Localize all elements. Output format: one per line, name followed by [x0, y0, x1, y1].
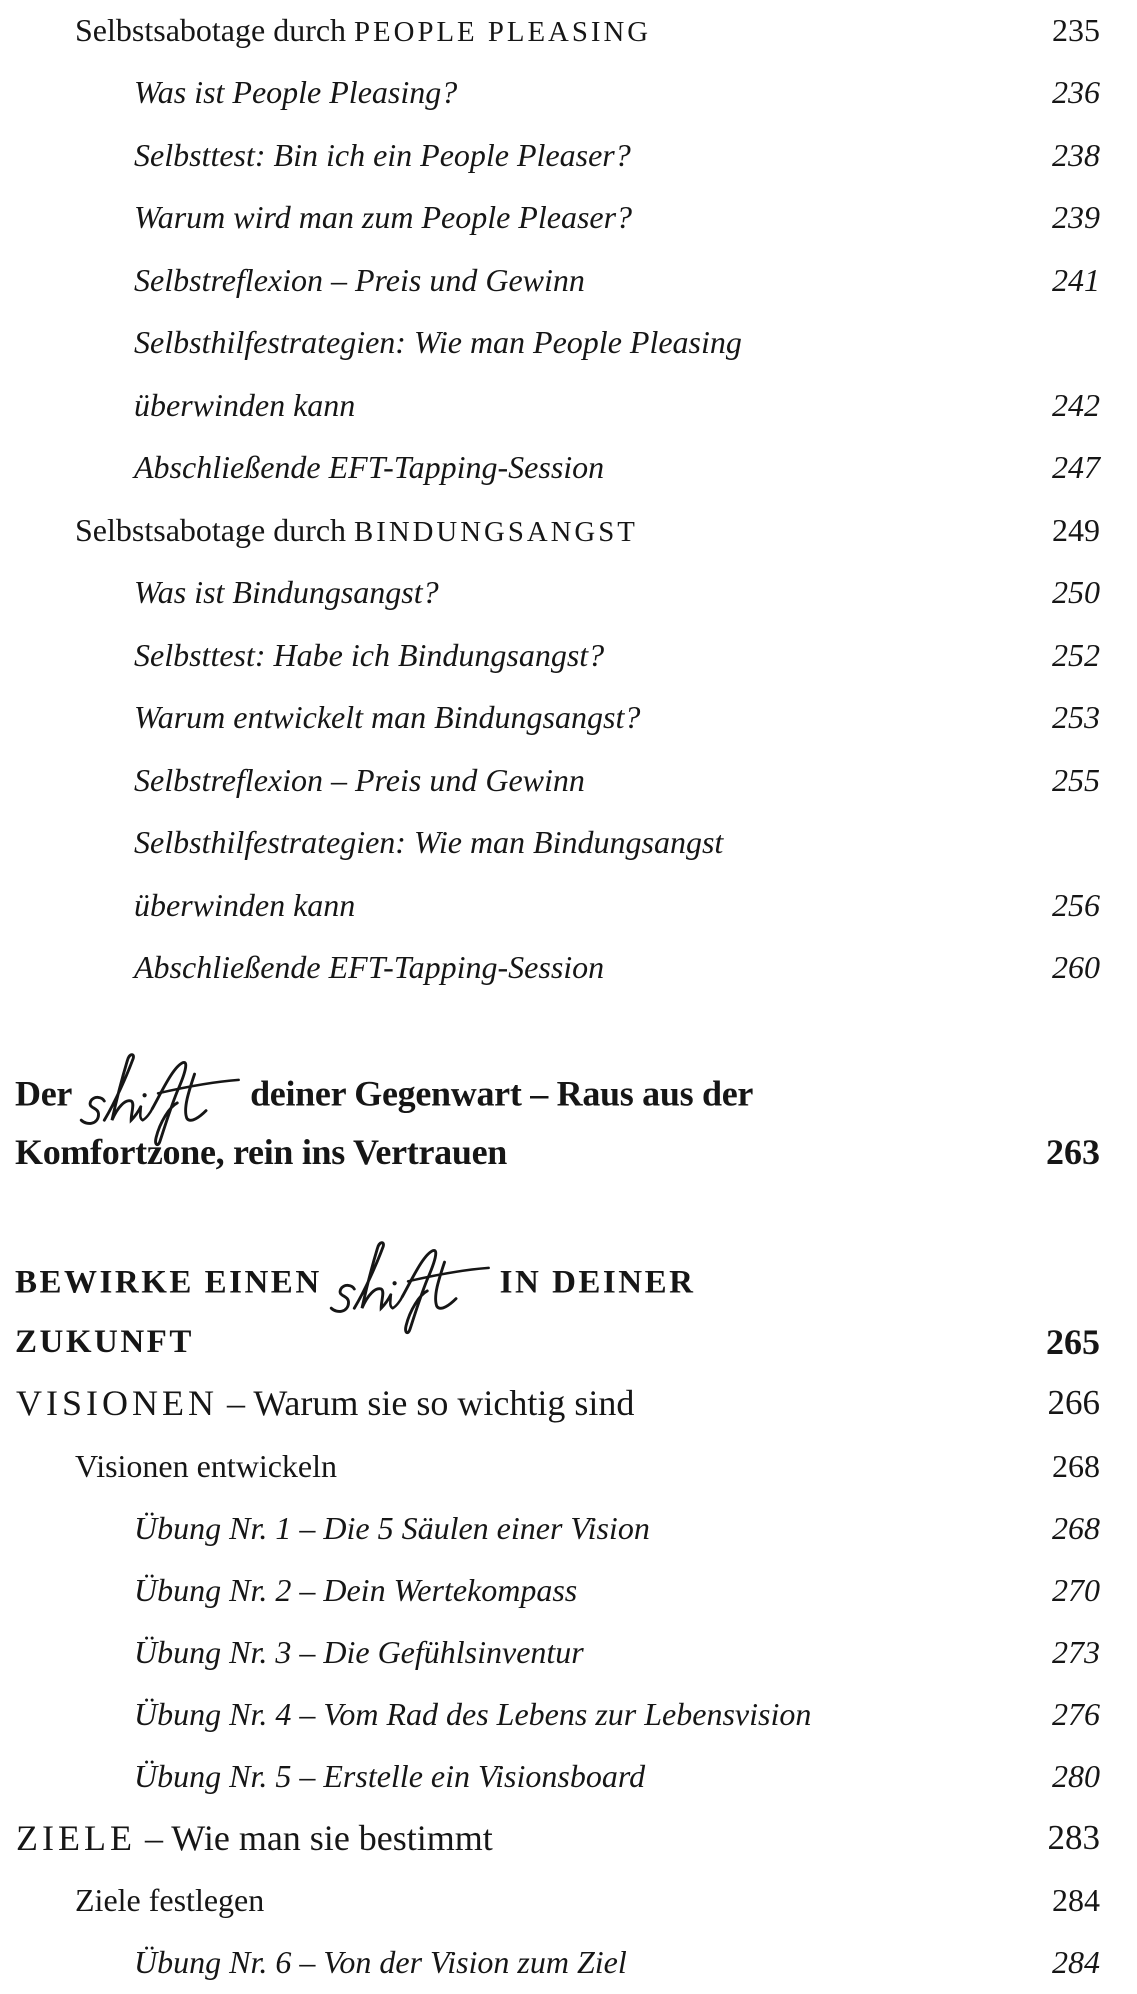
- toc-entry-title: Selbsttest: Habe ich Bindungsangst?: [134, 637, 605, 673]
- toc-entry-subsection[interactable]: [0, 442, 1100, 492]
- toc-entry-title: überwinden kann: [134, 887, 356, 923]
- toc-entry-title: Warum wird man zum People Pleaser?: [134, 199, 633, 235]
- small-caps-term: ZIELE: [16, 1818, 136, 1858]
- toc-page-number: 273: [1052, 1634, 1100, 1670]
- toc-entry-exercise[interactable]: [0, 1565, 1100, 1615]
- toc-entry-subsection[interactable]: [0, 317, 1100, 367]
- toc-page-number: 270: [1052, 1572, 1100, 1608]
- toc-entry-subsection[interactable]: [0, 817, 1100, 867]
- small-caps-term: BINDUNGSANGST: [354, 516, 638, 548]
- small-caps-term: VISIONEN: [16, 1383, 218, 1423]
- part-heading-line-1[interactable]: [0, 1255, 1100, 1305]
- toc-entry-exercise[interactable]: [0, 1689, 1100, 1739]
- toc-entry-subsection[interactable]: [0, 630, 1100, 680]
- toc-entry-title: überwinden kann: [134, 387, 356, 423]
- toc-entry-exercise[interactable]: [0, 1627, 1100, 1677]
- toc-entry-section[interactable]: [0, 1875, 1100, 1925]
- shift-script-word: [74, 1067, 244, 1127]
- toc-page-number: 283: [1047, 1818, 1100, 1857]
- toc-entry-subsection[interactable]: [0, 192, 1100, 242]
- toc-entry-subsection[interactable]: [0, 130, 1100, 180]
- toc-entry-exercise[interactable]: [0, 1751, 1100, 1801]
- toc-page-number: 268: [1052, 1510, 1100, 1546]
- chapter-heading-line-1[interactable]: [0, 1067, 1100, 1117]
- toc-page-number: 284: [1052, 1944, 1100, 1980]
- toc-entry-title: Übung Nr. 1 – Die 5 Säulen einer Vision: [134, 1510, 650, 1546]
- toc-entry-title: VISIONEN – Warum sie so wichtig sind: [16, 1383, 635, 1423]
- toc-entry-exercise[interactable]: [0, 1503, 1100, 1553]
- toc-entry-title: Selbsthilfestrategien: Wie man People Pleasing: [134, 324, 742, 360]
- toc-entry-title: Abschließende EFT-Tapping-Session: [134, 449, 605, 485]
- toc-page-number: 242: [1052, 387, 1100, 423]
- toc-entry-subsection[interactable]: [0, 67, 1100, 117]
- toc-entry-section[interactable]: [0, 505, 1100, 555]
- toc-entry-subsection[interactable]: [0, 567, 1100, 617]
- toc-entry-title: Selbstreflexion – Preis und Gewinn: [134, 762, 585, 798]
- part-heading-title: BEWIRKE EINEN IN DEINER: [15, 1255, 695, 1315]
- toc-page-number: 252: [1052, 637, 1100, 673]
- part-heading-title-cont: ZUKUNFT: [15, 1324, 194, 1360]
- toc-entry-title: ZIELE – Wie man sie bestimmt: [16, 1818, 493, 1858]
- toc-page-number: 260: [1052, 949, 1100, 985]
- toc-entry-title: Was ist People Pleasing?: [134, 74, 458, 110]
- toc-entry-chapter[interactable]: [0, 1378, 1100, 1428]
- toc-entry-subsection[interactable]: [0, 755, 1100, 805]
- toc-page-number: 241: [1052, 262, 1100, 298]
- toc-entry-title: Übung Nr. 3 – Die Gefühlsinventur: [134, 1634, 584, 1670]
- toc-entry-section[interactable]: [0, 5, 1100, 55]
- toc-page-number: 263: [1046, 1132, 1100, 1172]
- toc-entry-subsection[interactable]: [0, 692, 1100, 742]
- part-heading-line-2[interactable]: [0, 1317, 1100, 1367]
- toc-page-number: 265: [1046, 1322, 1100, 1362]
- toc-entry-title: Ziele festlegen: [75, 1882, 265, 1918]
- toc-entry-chapter[interactable]: [0, 1813, 1100, 1863]
- toc-entry-section[interactable]: [0, 1441, 1100, 1491]
- toc-entry-title: Was ist Bindungsangst?: [134, 574, 439, 610]
- toc-page-number: 268: [1052, 1448, 1100, 1484]
- toc-page-number: 238: [1052, 137, 1100, 173]
- toc-entry-title: Übung Nr. 2 – Dein Wertekompass: [134, 1572, 578, 1608]
- toc-page-number: 256: [1052, 887, 1100, 923]
- toc-entry-title: Visionen entwickeln: [75, 1448, 338, 1484]
- chapter-heading-line-2[interactable]: [0, 1127, 1100, 1177]
- toc-page-number: 284: [1052, 1882, 1100, 1918]
- chapter-heading-title: Der deiner Gegenwart – Raus aus der: [15, 1067, 753, 1127]
- chapter-heading-title-cont: Komfortzone, rein ins Vertrauen: [15, 1132, 507, 1172]
- small-caps-term: PEOPLE PLEASING: [354, 16, 652, 48]
- toc-page-number: 235: [1052, 12, 1100, 48]
- toc-entry-title: Selbsthilfestrategien: Wie man Bindungsangst: [134, 824, 724, 860]
- toc-entry-subsection-continued[interactable]: [0, 380, 1100, 430]
- toc-entry-title: Abschließende EFT-Tapping-Session: [134, 949, 605, 985]
- toc-page-number: 266: [1047, 1383, 1100, 1422]
- toc-page-number: 280: [1052, 1758, 1100, 1794]
- toc-page-number: 239: [1052, 199, 1100, 235]
- toc-page-number: 236: [1052, 74, 1100, 110]
- toc-page-number: 253: [1052, 699, 1100, 735]
- toc-entry-subsection[interactable]: [0, 942, 1100, 992]
- toc-entry-title: Übung Nr. 6 – Von der Vision zum Ziel: [134, 1944, 627, 1980]
- toc-entry-title: Selbsttest: Bin ich ein People Pleaser?: [134, 137, 631, 173]
- toc-entry-exercise[interactable]: [0, 1937, 1100, 1987]
- shift-script-word: [324, 1255, 494, 1315]
- toc-entry-subsection[interactable]: [0, 255, 1100, 305]
- toc-page-number: 276: [1052, 1696, 1100, 1732]
- toc-entry-title: Übung Nr. 5 – Erstelle ein Visionsboard: [134, 1758, 646, 1794]
- toc-page-number: 255: [1052, 762, 1100, 798]
- toc-page-number: 249: [1052, 512, 1100, 548]
- toc-page-number: 250: [1052, 574, 1100, 610]
- toc-entry-subsection-continued[interactable]: [0, 880, 1100, 930]
- toc-entry-title: Selbstsabotage durch BINDUNGSANGST: [75, 512, 638, 548]
- toc-page-number: 247: [1052, 449, 1100, 485]
- toc-entry-title: Selbstsabotage durch PEOPLE PLEASING: [75, 12, 652, 48]
- toc-entry-title: Selbstreflexion – Preis und Gewinn: [134, 262, 585, 298]
- toc-entry-title: Warum entwickelt man Bindungsangst?: [134, 699, 641, 735]
- toc-entry-title: Übung Nr. 4 – Vom Rad des Lebens zur Lebensvision: [134, 1696, 812, 1732]
